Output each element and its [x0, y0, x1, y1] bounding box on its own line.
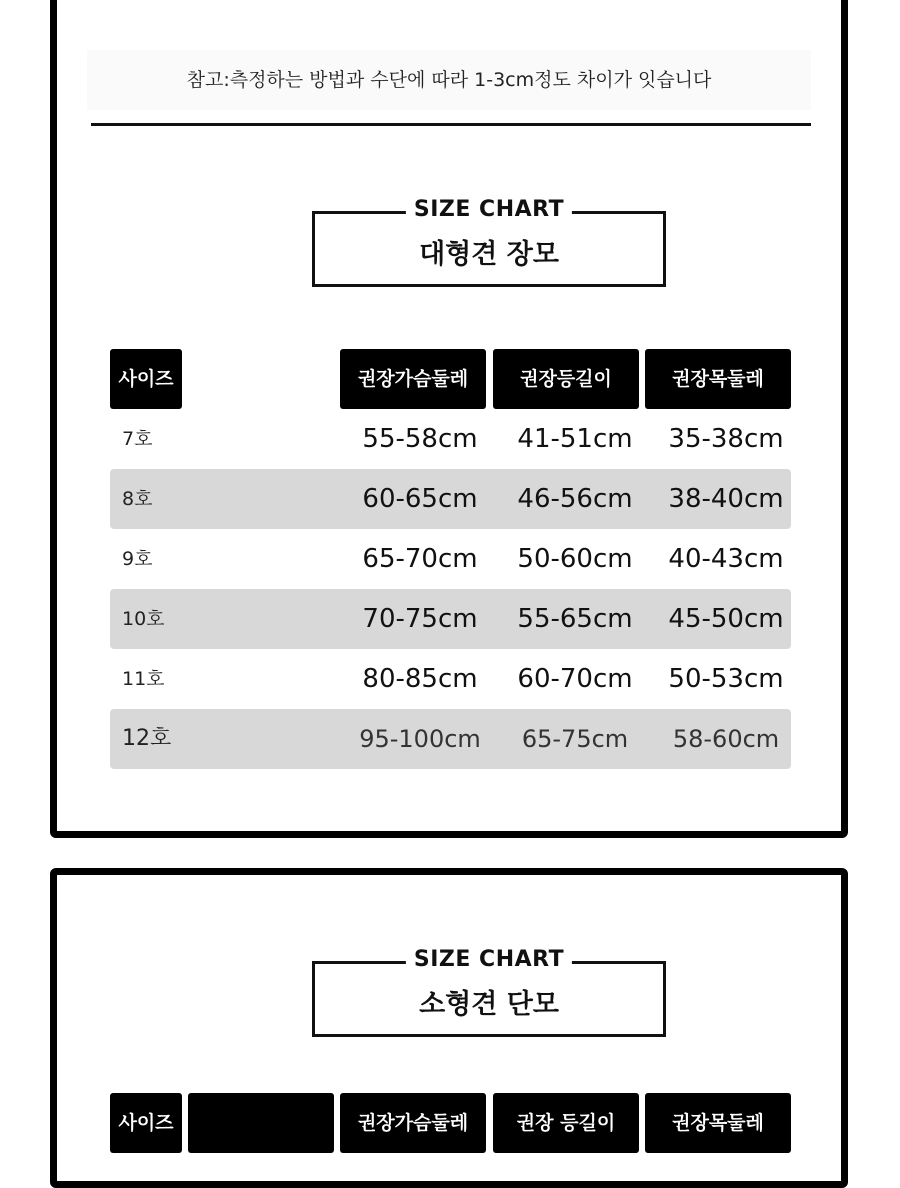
measurement-note: 참고:측정하는 방법과 수단에 따라 1-3cm정도 차이가 잇습니다: [87, 50, 811, 110]
size-chart-panel-small-short: [50, 868, 848, 1188]
table-row: [110, 469, 791, 529]
chart-subtitle: SIZE CHART: [406, 197, 572, 222]
back-cell: 55-65cm: [517, 604, 633, 634]
size-cell: 8호: [122, 488, 153, 510]
back-cell: 65-75cm: [521, 725, 629, 753]
neck-cell: 45-50cm: [668, 604, 784, 634]
back-cell: 46-56cm: [517, 484, 633, 514]
header-size: 사이즈: [110, 1093, 182, 1153]
header-chest: 권장가슴둘레: [340, 349, 486, 409]
chest-cell: 70-75cm: [362, 604, 478, 634]
neck-cell: 38-40cm: [668, 484, 784, 514]
size-cell: 12호: [122, 726, 172, 751]
header-size: 사이즈: [110, 349, 182, 409]
chest-cell: 60-65cm: [362, 484, 478, 514]
neck-cell: 35-38cm: [668, 424, 784, 454]
chest-cell: 95-100cm: [359, 725, 481, 753]
neck-cell: 40-43cm: [668, 544, 784, 574]
divider: [91, 123, 811, 126]
neck-cell: 58-60cm: [672, 725, 780, 753]
table-row: [110, 529, 791, 589]
size-cell: 9호: [122, 548, 153, 570]
header-neck: 권장목둘레: [645, 1093, 791, 1153]
size-chart-panel-large-long: [50, 0, 848, 838]
chart-subtitle: SIZE CHART: [406, 947, 572, 972]
back-cell: 50-60cm: [517, 544, 633, 574]
header-back: 권장 등길이: [493, 1093, 639, 1153]
chart-title: 소형견 단모: [419, 989, 559, 1020]
header-back: 권장등길이: [493, 349, 639, 409]
chest-cell: 80-85cm: [362, 664, 478, 694]
table-row: [110, 589, 791, 649]
header-chest: 권장가슴둘레: [340, 1093, 486, 1153]
chest-cell: 55-58cm: [362, 424, 478, 454]
chart-title-box: [312, 197, 666, 287]
size-cell: 10호: [122, 608, 165, 630]
chart-title-box: [312, 947, 666, 1037]
size-cell: 7호: [122, 428, 153, 450]
chest-cell: 65-70cm: [362, 544, 478, 574]
back-cell: 60-70cm: [517, 664, 633, 694]
table-row: [110, 649, 791, 709]
header-neck: 권장목둘레: [645, 349, 791, 409]
table-row: [110, 409, 791, 469]
back-cell: 41-51cm: [517, 424, 633, 454]
neck-cell: 50-53cm: [668, 664, 784, 694]
chart-title: 대형견 장모: [419, 239, 559, 270]
table-row: [110, 709, 791, 769]
size-cell: 11호: [122, 668, 165, 690]
header-blank: [188, 1093, 334, 1153]
